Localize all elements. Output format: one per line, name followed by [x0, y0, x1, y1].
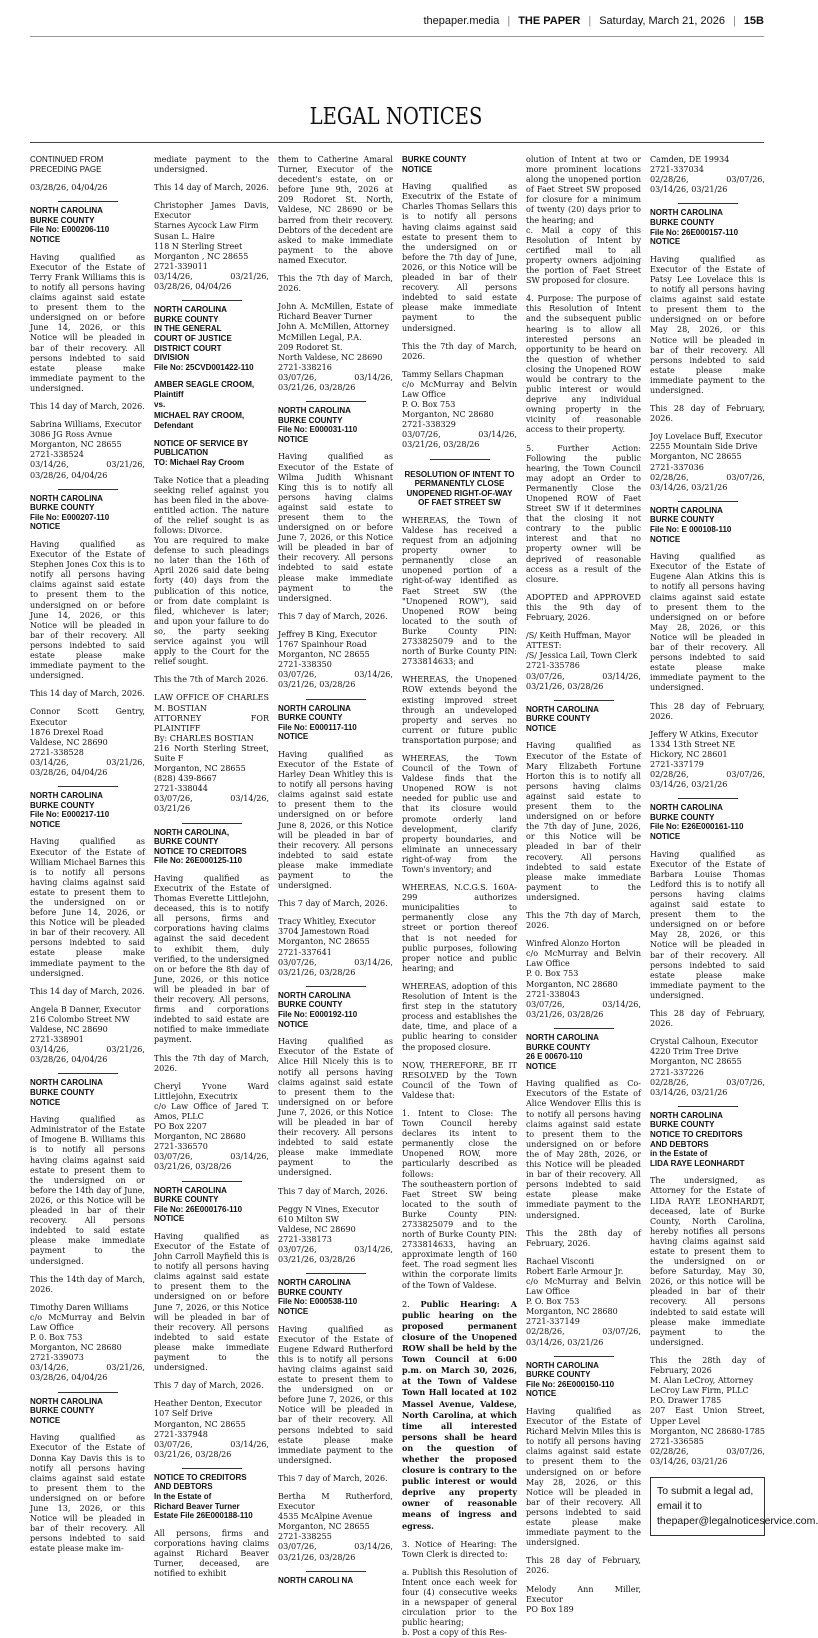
- paper-name: THE PAPER: [518, 15, 581, 27]
- notice-body: Having qualified as Executor of the Estate of Donna Kay Davis this is to notify all persons having claims against said estate to present them to the undersigned on or before June 13, 2026, or this Notice will be pleaded in bar of their recovery. All persons indebted to said estate please make im-: [30, 1433, 145, 1554]
- notice-body: The undersigned, as Attorney for the Estate of LIDA RAYE LEONHARDT, deceased, late of Burke County, North Carolina, hereby notifies all persons having claims against said estate to present them to the undersigned on or before Saturday, May 30, 2026, or this notice will be pleaded in bar of their recovery. All persons indebted to said estate will please make immediate payment to the undersigned.: [650, 1176, 765, 1347]
- notice-signature: Sabrina Williams, Executor 3086 JG Ross Avnue Morganton, NC 28655 2721-338524 03/14/26, 03/21/26, 03/28/26, 04/04/26: [30, 420, 145, 480]
- notice-signature: Christopher James Davis, Executor Starnes Aycock Law Firm Susan L. Haire 118 N Sterling Street Morganton , NC 28655 2721-339011 03/14/26, 03/21/26, 03/28/26, 04/04/26: [154, 201, 269, 292]
- notice-body: Having qualified as Executor of the Estate of Barbara Louise Thomas Ledford this is to notify all persons having claims against said estate to present them to the undersigned on or before May 28, 2026, or this Notice will be pleaded in bar of their recovery. All persons indebted to said estate please make immediate payment to the undersigned.: [650, 849, 765, 1000]
- notice-heading: NORTH CAROLINA BURKE COUNTY File No: E26E000161-110 NOTICE: [650, 803, 744, 842]
- notice-body: them to Catherine Amaral Turner, Executor of the decedent's estate, on or before June 9th, 2026 at 209 Rodoret St. North, Valdese, NC 28690 or be barred from their recovery. Debtors of the decedent are asked to make immediate payment to the above named Executor.: [278, 155, 393, 265]
- notice-divider: [678, 501, 738, 502]
- notice-signature: Peggy N Vines, Executor 610 Milton SW Valdese, NC 28690 2721-338173 03/07/26, 03/14/26, 03/21/26, 03/28/26: [278, 1204, 393, 1265]
- submit-legal-ad-box: To submit a legal ad, email it to thepaper@legalnoticeservice.com.: [650, 1477, 765, 1536]
- notice-heading: NORTH CAROLINA BURKE COUNTY File No: E 000108-110 NOTICE: [650, 505, 732, 544]
- notice-body: Having qualified as Executor of the Estate of Patsy Lee Lovelace this is to notify all persons having claims against said estate to present them to the undersigned on or before May 28, 2026, or this Notice will be pleaded in bar of their recovery. All persons indebted to said estate please make immediate payment to the undersigned.: [650, 254, 765, 395]
- column-4: [402, 155, 517, 1638]
- resolution-paragraph: 1. Intent to Close: The Town Council hereby declares its intent to permanently close the Unopened ROW, more particularly described as follows: The southeastern portion of Faet Street SW being located to the south of Burke County PIN: 2733825079 and to the north of Burke County PIN: 2733814633, having an approximate length of 160 feet. The road segment lies within the corporate limits of the Town of Valdese.: [402, 1108, 517, 1290]
- section-banner: LEGAL NOTICES: [309, 104, 483, 130]
- resolution-paragraph: NOW, THEREFORE, BE IT RESOLVED by the Town Council of the Town of Valdese that:: [402, 1060, 517, 1100]
- page-number: 15B: [743, 15, 764, 27]
- column-6: [650, 155, 818, 1630]
- notice-date: This 7 day of March, 2026.: [278, 1473, 388, 1483]
- case-parties: AMBER SEAGLE CROOM, Plaintiff vs. MICHAEL RAY CROOM, Defendant: [154, 380, 255, 430]
- notice-heading: NORTH CAROLINA BURKE COUNTY File No: E000207-110 NOTICE: [30, 493, 110, 532]
- notice-date: This the 7th day of March, 2026.: [402, 341, 517, 361]
- notice-signature: Jeffery W Atkins, Executor 1334 13th Street NE Hickory, NC 28601 2721-337179 02/28/26, 03/07/26, 03/14/26, 03/21/26: [650, 729, 765, 790]
- notice-signature: This the 28th day of February, 2026 M. Alan LeCroy, Attorney LeCroy Law Firm, PLLC P.O. Drawer 1785 207 East Union Street, Upper Level Morganton, NC 28680-1785 2721-336585 02/28/26, 03/07/26, 03/14/26, 03/21/26: [650, 1355, 765, 1466]
- notice-heading: NORTH CAROLINA BURKE COUNTY File No: 26E000157-110 NOTICE: [650, 208, 739, 247]
- notice-heading: NORTH CAROLINA BURKE COUNTY File No: E000538-110 NOTICE: [278, 1278, 358, 1316]
- notice-signature: John A. McMillen, Estate of Richard Beaver Turner John A. McMillen, Attorney McMillen Legal, P.A. 209 Rodoret St. North Valdese, NC 28690 2721-338216 03/07/26, 03/14/26, 03/21/26, 03/28/26: [278, 302, 393, 392]
- notice-body: Having qualified as Executor of the Estate of Eugene Alan Atkins this is to notify all persons having claims against said estate to present them to the undersigned on or before May 28, 2026, or this Notice will be pleaded in bar of their recovery. All persons indebted to said estate please make immediate payment to the undersigned.: [650, 552, 765, 693]
- notice-divider: [430, 459, 490, 460]
- notice-date: This 7 day of March, 2026.: [278, 899, 388, 909]
- notice-body: Having qualified as Administrator of the Estate of Imogene B. Williams this is to notify all persons having claims against said estate to present them to the undersigned on or before the 14th day of June, 2026, or this Notice will be pleaded in bar of their recovery. All persons indebted to said estate please make immediate payment to the undersigned.: [30, 1115, 145, 1266]
- site-url[interactable]: thepaper.media: [423, 15, 500, 27]
- notice-divider: [58, 489, 118, 490]
- separator: |: [507, 15, 511, 27]
- column-3: [278, 155, 393, 1630]
- notice-signature: Crystal Calhoun, Executor 4220 Trim Tree Drive Morganton, NC 28655 2721-337226 02/28/26, 03/07/26, 03/14/26, 03/21/26: [650, 1037, 765, 1097]
- notice-body: Having qualified as Executor of the Estate of William Michael Barnes this is to notify all persons having claims against said estate to present them to the undersigned on or before June 14, 2026, or this Notice will be pleaded in bar of their recovery. All persons indebted to said estate please make immediate payment to the undersigned.: [30, 837, 145, 978]
- notice-signature: /S/ Keith Huffman, Mayor ATTEST: /S/ Jessica Lail, Town Clerk 2721-335786 03/07/26, 03/14/26, 03/21/26, 03/28/26: [526, 631, 641, 691]
- notice-divider: [182, 1468, 242, 1469]
- notice-body: Having qualified as Executor of the Estate of Wilma Judith Whisnant King this is to notify all persons having claims against said estate to present them to the undersigned on or before June 7, 2026, or this Notice will be pleaded in bar of their recovery. All persons indebted to said estate please make immediate payment to the undersigned.: [278, 452, 393, 603]
- notice-signature: Angela B Danner, Executor 216 Colombo Street NW Valdese, NC 28690 2721-338901 03/14/26, 03/21/26, 03/28/26, 04/04/26: [30, 1004, 145, 1065]
- notice-heading: NOTICE OF SERVICE BY PUBLICATION TO: Michael Ray Croom: [154, 438, 248, 467]
- notice-divider: [306, 401, 366, 402]
- notice-date: This the 7th day of March, 2026.: [526, 910, 641, 931]
- notice-heading: NORTH CAROLINA BURKE COUNTY NOTICE TO CREDITORS AND DEBTORS in the Estate of LIDA RAYE LEONHARDT: [650, 1110, 745, 1168]
- page-header: [30, 6, 764, 37]
- notice-signature: Joy Lovelace Buff, Executor 2255 Mountain Side Drive Morganton, NC 28655 2721-337036 02/28/26, 03/07/26, 03/14/26, 03/21/26: [650, 432, 765, 492]
- column-5: [526, 155, 641, 1630]
- notice-body: Having qualified as Executrix of the Estate of Charles Thomas Sellars this is to notify all persons having claims against said estate to present them to the undersigned on or before the 7th day of June, 2026, or this Notice will be pleaded in bar of their recovery. All persons indebted to said estate please make immediate payment to the undersigned.: [402, 182, 517, 333]
- notice-divider: [678, 203, 738, 204]
- run-dates: 03/28/26, 04/04/26: [30, 183, 108, 193]
- notice-divider: [306, 1273, 366, 1274]
- notice-divider: [306, 986, 366, 987]
- notice-date: This the 7th of March 2026.: [154, 675, 269, 685]
- notice-date: This 14 day of March, 2026.: [30, 689, 145, 699]
- notice-date: This 28 day of February, 2026.: [650, 1009, 765, 1029]
- notice-body: Having qualified as Co-Executors of the Estate of Alice Wendover Ellis this is to notify all persons having claims against said estate to present them to the undersigned on or before the of May 28th, 2026, or this Notice will be pleaded in bar of their recovery. All persons indebted to said estate please make immediate payment to the undersigned.: [526, 1079, 641, 1220]
- notice-heading: NORTH CAROLINA BURKE COUNTY File No: E000206-110 NOTICE: [30, 206, 110, 245]
- notice-heading: NORTH CAROLINA BURKE COUNTY File No: 26E000176-110 NOTICE: [154, 1185, 243, 1224]
- notice-divider: [554, 700, 614, 701]
- notice-date: This 7 day of March, 2026.: [278, 1186, 388, 1196]
- notice-signature: Camden, DE 19934 2721-337034 02/28/26, 03/07/26, 03/14/26, 03/21/26: [650, 155, 765, 195]
- notice-date: This the 14th day of March, 2026.: [30, 1274, 145, 1294]
- notice-divider: [306, 699, 366, 700]
- notice-divider: [554, 1028, 614, 1029]
- notice-signature: Timothy Daren Williams c/o McMurray and Belvin Law Office P. 0. Box 753 Morganton, NC 28680 2721-339073 03/14/26, 03/21/26, 03/28/26, 04/04/26: [30, 1302, 145, 1383]
- notice-divider: [182, 1181, 242, 1182]
- notice-heading: NORTH CAROLINA BURKE COUNTY File No: E000192-110 NOTICE: [278, 990, 358, 1029]
- notice-signature: Winfred Alonzo Horton c/o McMurray and Belvin Law Office P. 0. Box 753 Morganton, NC 28680 2721-338043 03/07/26, 03/14/26, 03/21/26, 03/28/26: [526, 939, 641, 1019]
- notice-heading: NORTH CAROLINA, BURKE COUNTY NOTICE TO CREDITORS File No: 26E000125-110: [154, 827, 247, 866]
- notice-signature: Tammy Sellars Chapman c/o McMurray and Belvin Law Office P. O. Box 753 Morganton, NC 28680 2721-338329 03/07/26, 03/14/26, 03/21/26, 03/28/26: [402, 369, 517, 450]
- notice-body: Having qualified as Executor of the Estate of Mary Elizabeth Fortune Horton this is to notify all persons having claims against said estate to present them to the undersigned on or before the 7th day of June, 2026, or this Notice will be pleaded in bar of their recovery. All persons indebted to said estate please make immediate payment to the undersigned.: [526, 741, 641, 902]
- notice-heading: NORTH CAROLINA BURKE COUNTY 26 E 00670-110 NOTICE: [526, 1032, 599, 1071]
- notice-divider: [306, 1571, 366, 1572]
- notice-body: Having qualified as Executor of the Estate of Harley Dean Whitley this is to notify all persons having claims against said estate to present them to the undersigned on or before June 8, 2026, or this Notice will be pleaded in bar of their recovery. All persons indebted to said estate please make immediate payment to the undersigned.: [278, 749, 393, 891]
- hearing-details: Public Hearing: A public hearing on the proposed permanent closure of the Unopened ROW shall be held by the Town Council at 6:00 p.m. on March 30, 2026, at the Town of Valdese Town Hall located at 102 Massel Avenue, Valdese, North Carolina, at which time all interested persons shall be heard on the question of whether the proposed closure is contrary to the public interest or would deprive any property owner of reasonable means of ingress and egress.: [402, 1298, 517, 1531]
- resolution-paragraph: WHEREAS, the Town of Valdese has received a request from an adjoining property owner to permanently close an unopened portion of a right-of-way identified as Faet Street SW (the "Unopened ROW"), said Unopened ROW being located to the south of Burke County PIN: 2733825079 and to the north of Burke County PIN: 2733814633; and: [402, 515, 517, 667]
- issue-date: Saturday, March 21, 2026: [599, 15, 725, 27]
- resolution-paragraph: WHEREAS, the Unopened ROW extends beyond the existing improved street through an undeveloped property and serves no current or future public transportation purpose; and: [402, 675, 517, 745]
- notice-body: Having qualified as Executor of the Estate of Alice Hill Nicely this is to notify all persons having claims against said estate to present them to the undersigned on or before June 7, 2026, or this Notice will be pleaded in bar of their recovery. All persons indebted to said estate please make immediate payment to the undersigned.: [278, 1037, 393, 1178]
- banner-rule: [30, 142, 764, 143]
- column-2: [154, 155, 269, 1630]
- notice-date: This 28 day of February, 2026.: [526, 1556, 641, 1576]
- notice-date: This the 28th day of February, 2026.: [526, 1228, 641, 1248]
- notice-heading: NORTH CAROLINA BURKE COUNTY IN THE GENERAL COURT OF JUSTICE DISTRICT COURT DIVISION File No: 25CVD001422-110: [154, 305, 254, 372]
- notice-divider: [678, 1106, 738, 1107]
- separator: |: [732, 15, 736, 27]
- notice-date: This 14 day of March, 2026.: [30, 401, 145, 411]
- notice-body: Take Notice that a pleading seeking relief against you has been filed in the above-entitled action. The nature of the relief sought is as follows: Divorce. You are required to make defense to such pleadings no later than the 16th of April 2026 said date being forty (40) days from the publication of this notice, or from date complaint is filed, whichever is later; and upon your failure to do so, the party seeking service against you will apply to the Court for the relief sought.: [154, 475, 269, 667]
- notice-signature: LAW OFFICE OF CHARLES M. BOSTIAN ATTORNEY FOR PLAINTIFF By: CHARLES BOSTIAN 216 North Sterling Street, Suite F Morganton, NC 28655 (828) 439-8667 2721-338044 03/07/26, 03/14/26, 03/21/26: [154, 693, 269, 814]
- notice-signature: Tracy Whitley, Executor 3704 Jamestown Road Morganton, NC 28655 2721-337641 03/07/26, 03/14/26, 03/21/26, 03/28/26: [278, 917, 393, 977]
- notice-divider: [58, 1392, 118, 1393]
- notice-heading: NORTH CAROLINA BURKE COUNTY NOTICE: [30, 1396, 103, 1425]
- resolution-paragraph: a. Publish this Resolution of Intent once each week for four (4) consecutive weeks in a newspaper of general circulation prior to the public hearing; b. Post a copy of this Res-: [402, 1567, 517, 1638]
- continued-label: CONTINUED FROM PRECEDING PAGE: [30, 155, 104, 175]
- notice-heading: BURKE COUNTY NOTICE: [402, 155, 467, 174]
- notice-signature: Bertha M Rutherford, Executor 4535 McAlpine Avenue Morganton, NC 28655 2721-338255 03/07/26, 03/14/26, 03/21/26, 03/28/26: [278, 1491, 393, 1562]
- notice-divider: [58, 786, 118, 787]
- notice-date: This 14 day of March, 2026.: [154, 183, 269, 193]
- notice-date: This the 7th day of March, 2026.: [154, 1053, 269, 1073]
- notice-date: This 14 day of March, 2026.: [30, 986, 145, 996]
- resolution-paragraph: 4. Purpose: The purpose of this Resolution of Intent and the subsequent public hearing is to allow all interested persons an opportunity to be heard on the question of whether closing the Unopened ROW would be contrary to the public interest or would deprive any individual owning property in the vicinity of reasonable access to their property.: [526, 294, 641, 435]
- resolution-paragraph: olution of Intent at two or more prominent locations along the unopened portion of Faet Street SW proposed for closure for a minimum of twenty (20) days prior to the hearing; and c. Mail a copy of this Resolution of Intent by certified mail to all property owners adjoining the portion of Faet Street SW proposed for closure.: [526, 155, 641, 286]
- notice-divider: [182, 300, 242, 301]
- notice-heading: NORTH CAROLINA BURKE COUNTY File No: 26E000150-110 NOTICE: [526, 1360, 615, 1399]
- resolution-paragraph: 5. Further Action: Following the public hearing, the Town Council may adopt an Order to Permanently Close the Unopened ROW of Faet Street SW if it determines that the closing it not contrary to the public interest and that no property owner will be deprived of reasonable access as a result of the closure.: [526, 443, 641, 584]
- notice-divider: [678, 798, 738, 799]
- notices-columns: [30, 155, 818, 1638]
- notice-signature: Rachael Visconti Robert Earle Armour Jr. c/o McMurray and Belvin Law Office P. O. Box 753 Morganton, NC 28680 2721-337149 02/28/26, 03/07/26, 03/14/26, 03/21/26: [526, 1256, 641, 1347]
- notice-heading: NORTH CAROLINA BURKE COUNTY NOTICE: [30, 1078, 103, 1107]
- notice-signature: Jeffrey B King, Executor 1767 Spainhour Road Morganton, NC 28655 2721-338350 03/07/26, 03/14/26, 03/21/26, 03/28/26: [278, 629, 393, 690]
- separator: |: [588, 15, 592, 27]
- resolution-paragraph: WHEREAS, N.C.G.S. 160A-299 authorizes municipalities to permanently close any street or portion thereof that is not needed for public purposes, following proper notice and public hearing; and: [402, 883, 517, 973]
- notice-heading: NOTICE TO CREDITORS AND DEBTORS In the Estate of Richard Beaver Turner Estate File 26E000188-110: [154, 1472, 253, 1521]
- notice-date: This 7 day of March, 2026.: [278, 611, 388, 621]
- notice-heading: NORTH CAROLINA BURKE COUNTY File No: E000217-110 NOTICE: [30, 791, 110, 829]
- notice-heading: NORTH CAROLINA BURKE COUNTY File No: E000117-110 NOTICE: [278, 703, 357, 742]
- resolution-paragraph: WHEREAS, adoption of this Resolution of Intent is the first step in the statutory process and establishes the date, time, and place of a public hearing to consider the proposed closure.: [402, 981, 517, 1052]
- notice-body: Having qualified as Executor of the Estate of Terry Frank Williams this is to notify all persons having claims against said estate to present them to the undersigned on or before June 14, 2026, or this Notice will be pleaded in bar of their recovery. All persons indebted to said estate please make immediate payment to the undersigned.: [30, 252, 145, 393]
- notice-date: This the 7th day of March, 2026.: [278, 274, 393, 294]
- item-number: 2.: [402, 1299, 421, 1309]
- notice-signature: Cheryl Yvone Ward Littlejohn, Executrix c/o Law Office of Jared T. Amos, PLLC PO Box 2207 Morganton, NC 28680 2721-336570 03/07/26, 03/14/26, 03/21/26, 03/28/26: [154, 1081, 269, 1172]
- resolution-paragraph: [402, 1299, 517, 1532]
- notice-date: This 28 day of February, 2026.: [650, 404, 765, 424]
- notice-body: All persons, firms and corporations having claims against Richard Beaver Turner, deceased, are notified to exhibit: [154, 1528, 269, 1579]
- notice-date: This 7 day of March, 2026.: [154, 1381, 264, 1391]
- resolution-paragraph: 3. Notice of Hearing: The Town Clerk is directed to:: [402, 1539, 517, 1559]
- resolution-paragraph: ADOPTED and APPROVED this the 9th day of February, 2026.: [526, 592, 641, 623]
- notice-signature: Heather Denton, Executor 107 Self Drive Morganton, NC 28655 2721-337948 03/07/26, 03/14/26, 03/21/26, 03/28/26: [154, 1399, 269, 1459]
- notice-heading: NORTH CAROLINA BURKE COUNTY NOTICE: [526, 704, 599, 733]
- notice-body: Having qualified as Executrix of the Estate of Thomas Everette Littlejohn, deceased, this is to notify all persons, firms and corporations having claims against the said decedent to exhibit them, duly verified, to the undersigned on or before the 8th day of June, 2026, or this notice will be pleaded in bar of their recovery. All persons, firms and corporations indebted to said estate are notified to make immediate payment.: [154, 873, 269, 1045]
- notice-divider: [554, 1356, 614, 1357]
- notice-body: Having qualified as Executor of the Estate of Eugene Edward Rutherford this is to notify all persons having claims against said estate to present them to the undersigned on or before June 7, 2026, or this Notice will be pleaded in bar of their recovery. All persons indebted to said estate please make immediate payment to the undersigned.: [278, 1324, 393, 1465]
- notice-divider: [58, 201, 118, 202]
- notice-signature: Melody Ann Miller, Executor PO Box 189: [526, 1584, 641, 1614]
- notice-date: This 28 day of February, 2026.: [650, 701, 765, 721]
- notice-heading: NORTH CAROLI NA: [278, 1575, 354, 1585]
- notice-body: Having qualified as Executor of the Estate of John Carroll Mayfield this is to notify all persons having claims against said estate to present them to the undersigned on or before June 7, 2026, or this Notice will be pleaded in bar of their recovery. All persons indebted to said estate please make immediate payment to the undersigned.: [154, 1231, 269, 1373]
- notice-divider: [58, 1073, 118, 1074]
- notice-heading: RESOLUTION OF INTENT TO PERMANENTLY CLOSE UNOPENED RIGHT-OF-WAY OF FAET STREET SW: [404, 469, 515, 508]
- notice-body: Having qualified as Executor of the Estate of Stephen Jones Cox this is to notify all persons having claims against said estate to present them to the undersigned on or before June 14, 2026, or this Notice will be pleaded in bar of their recovery. All persons indebted to said estate please make immediate payment to the undersigned.: [30, 540, 145, 681]
- resolution-paragraph: WHEREAS, the Town Council of the Town of Valdese finds that the Unopened ROW is not needed for public use and that its closure would promote orderly land development, clarify property boundaries, and eliminate an unnecessary right-of-way from the Town's inventory; and: [402, 753, 517, 874]
- column-1: [30, 155, 145, 1630]
- notice-body: Having qualified as Executor of the Estate of Richard Melvin Miles this is to notify all persons having claims against said estate to present them to the undersigned on or before May 28, 2026, or this Notice will be pleaded in bar of their recovery. All persons indebted to said estate please make immediate payment to the undersigned.: [526, 1407, 641, 1548]
- notice-divider: [182, 823, 242, 824]
- notice-signature: Connor Scott Gentry, Executor 1876 Drexel Road Valdese, NC 28690 2721-338528 03/14/26, 03/21/26, 03/28/26, 04/04/26: [30, 707, 145, 777]
- notice-heading: NORTH CAROLINA BURKE COUNTY File No: E000031-110 NOTICE: [278, 406, 358, 444]
- notice-body: mediate payment to the undersigned.: [154, 155, 269, 175]
